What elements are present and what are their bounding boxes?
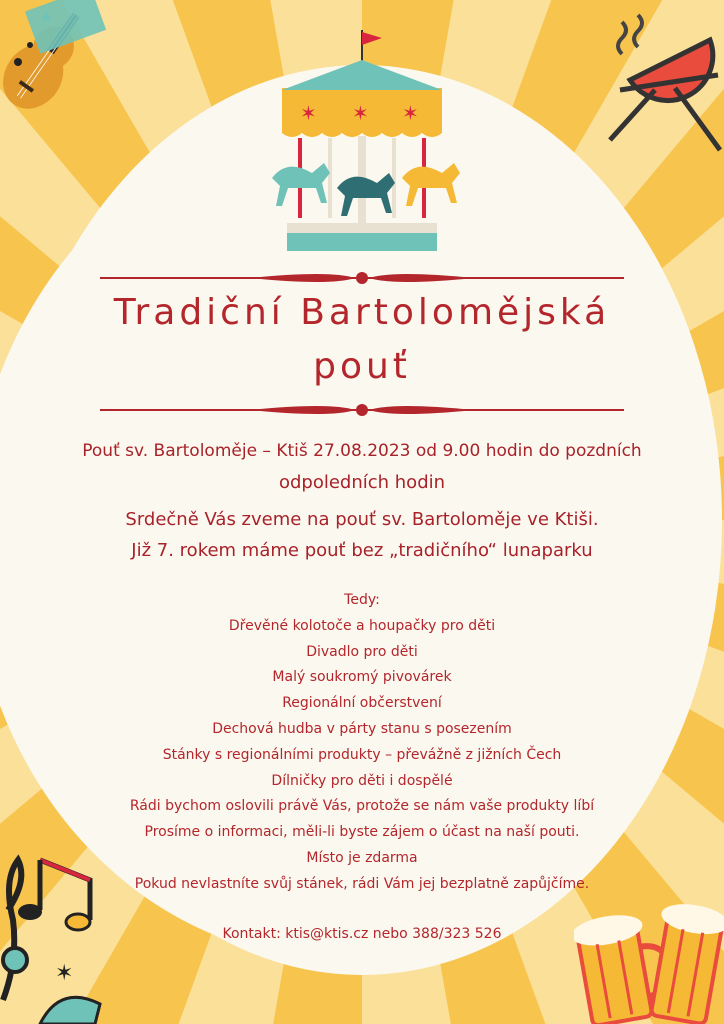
list-item: Místo je zdarma [306,849,418,866]
svg-text:✶: ✶ [352,101,369,125]
title-line-2: pouť [313,346,411,387]
intro-line-3: Srdečně Vás zveme na pouť sv. Bartoloměje ve Ktiši. [125,509,599,530]
music-notes-icon [0,850,110,1024]
list-item: Dřevěné kolotoče a houpačky pro děti [228,617,496,634]
svg-text:★: ★ [40,10,53,26]
divider-bottom [100,400,624,420]
carousel-icon [262,28,462,258]
grill-icon [600,10,724,160]
list-item: Regionální občerstvení [282,695,442,712]
svg-text:✶: ✶ [402,101,419,125]
list-item: Divadlo pro děti [306,643,418,660]
title-line-1: Tradiční Bartolomějská [113,292,611,333]
list-item: Malý soukromý pivovárek [272,669,452,686]
contact-line: Kontakt: ktis@ktis.cz nebo 388/323 526 [222,925,502,942]
list-item: Dílničky pro děti i dospělé [271,772,453,789]
list-item: Stánky s regionálními produkty – převážně z jižních Čech [162,746,562,763]
list-heading: Tedy: [344,592,380,608]
list-item: Pokud nevlastníte svůj stánek, rádi Vám jej bezplatně zapůjčíme. [134,875,590,892]
list-item: Rádi bychom oslovili právě Vás, protože se nám vaše produkty líbí [129,798,595,815]
list-item: Dechová hudba v párty stanu s posezením [212,720,512,737]
intro-line-1: Pouť sv. Bartoloměje – Ktiš 27.08.2023 od 9.00 hodin do pozdních [82,441,642,461]
page-title [0,290,724,390]
violin-icon [0,0,110,130]
svg-text:✶: ✶ [55,961,74,986]
list-item: Prosíme o informaci, měli-li byste zájem o účast na naší pouti. [144,824,580,841]
divider-top [100,268,624,288]
intro-line-2: odpoledních hodin [278,472,446,493]
intro-line-4: Již 7. rokem máme pouť bez „tradičního“ lunaparku [131,540,593,561]
svg-text:✶: ✶ [300,101,317,125]
beer-mugs-icon [574,870,724,1024]
intro-text [20,436,704,566]
offer-list [70,588,654,947]
